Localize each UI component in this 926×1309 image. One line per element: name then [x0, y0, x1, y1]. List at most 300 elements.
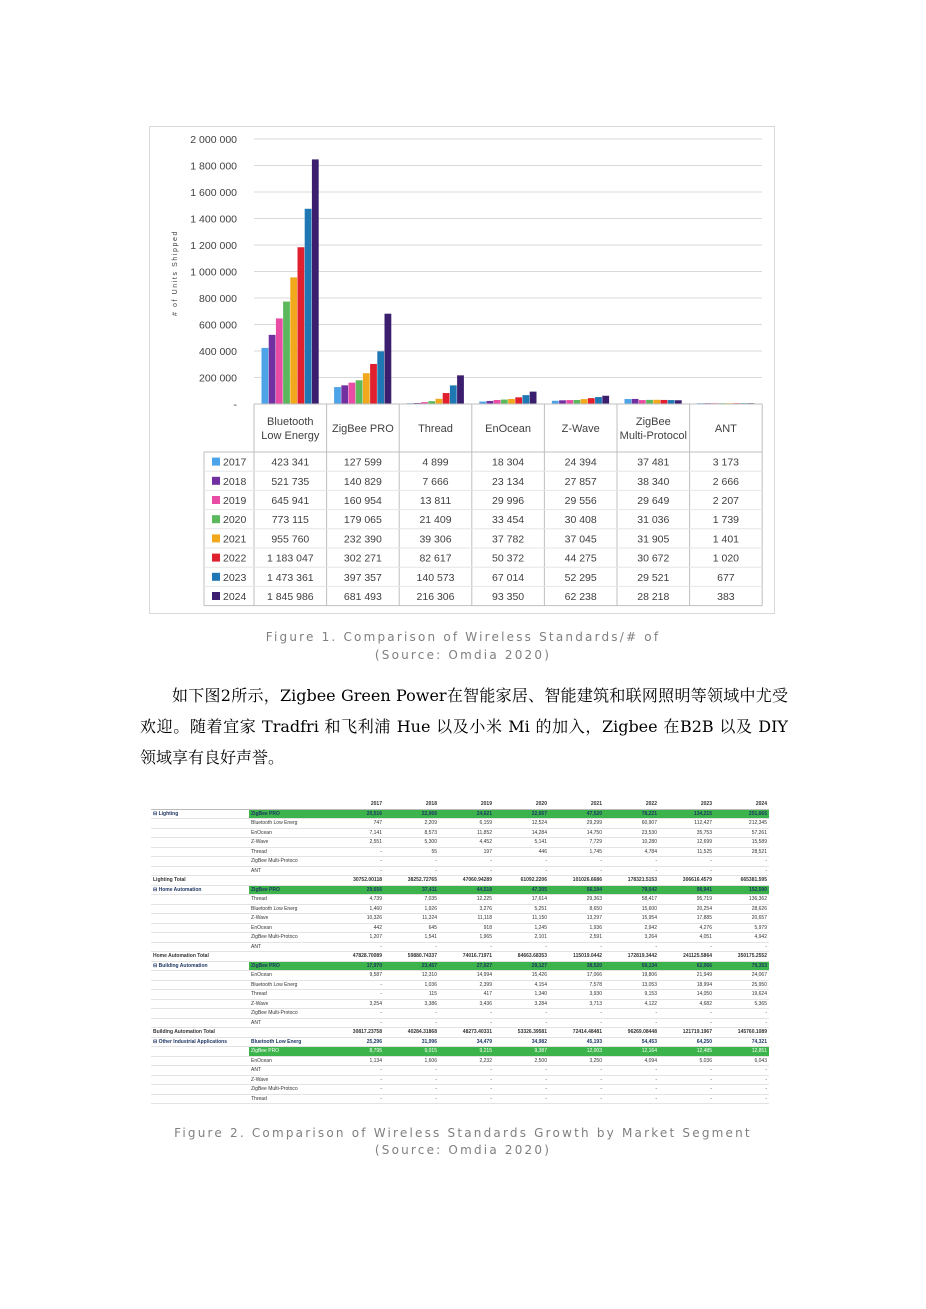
value-cell: 15,954: [604, 914, 659, 924]
value-cell: -: [384, 866, 439, 876]
value-cell: 84663.68353: [494, 952, 549, 962]
table-header-row: [151, 800, 769, 809]
data-cell: 29 556: [564, 495, 597, 507]
table-row: [151, 809, 769, 819]
standard-cell: EnOcean: [249, 923, 329, 933]
value-cell: 5,300: [384, 838, 439, 848]
value-cell: 1,745: [549, 847, 604, 857]
bar: [377, 351, 384, 404]
table-row: [151, 857, 769, 867]
standard-cell: ZigBee PRO: [249, 885, 329, 895]
value-cell: 40284.31868: [384, 1028, 439, 1038]
data-cell: 1 183 047: [266, 552, 314, 565]
standard-cell: EnOcean: [249, 828, 329, 838]
data-cell: 21 409: [419, 514, 452, 527]
value-cell: 1,606: [384, 1056, 439, 1066]
value-cell: 3,276: [439, 904, 494, 914]
value-cell: 44,518: [439, 885, 494, 895]
value-cell: 28,626: [714, 904, 769, 914]
value-cell: -: [549, 1018, 604, 1028]
header-cell: [249, 800, 329, 809]
value-cell: 645: [384, 923, 439, 933]
data-cell: 28 218: [637, 591, 670, 603]
data-cell: 18 304: [492, 456, 525, 469]
value-cell: -: [384, 1009, 439, 1019]
value-cell: 47,305: [494, 885, 549, 895]
value-cell: 5,365: [714, 999, 769, 1009]
standard-cell: Thread: [249, 895, 329, 905]
segment-cell: [151, 895, 249, 905]
standard-cell: ZigBee Multi-Protoco: [249, 1009, 329, 1019]
value-cell: 3,264: [604, 933, 659, 943]
value-cell: 56,194: [549, 885, 604, 895]
value-cell: 918: [439, 923, 494, 933]
category-label: ANT: [714, 423, 737, 435]
value-cell: 7,578: [549, 980, 604, 990]
value-cell: -: [384, 942, 439, 952]
bar: [675, 400, 682, 404]
value-cell: 4,122: [604, 999, 659, 1009]
table-row: [151, 952, 769, 962]
table-row: [151, 914, 769, 924]
value-cell: 47828.70089: [329, 952, 384, 962]
value-cell: 197: [439, 847, 494, 857]
bar: [588, 398, 595, 404]
bar: [305, 209, 312, 404]
series-label: 2017: [223, 456, 247, 469]
value-cell: 10,280: [604, 838, 659, 848]
value-cell: -: [604, 942, 659, 952]
segment-cell: [151, 933, 249, 943]
data-cell: 216 306: [416, 591, 455, 603]
value-cell: -: [384, 1075, 439, 1085]
data-cell: 773 115: [271, 514, 309, 527]
value-cell: 442: [329, 923, 384, 933]
value-cell: -: [384, 1018, 439, 1028]
series-label: 2022: [223, 552, 247, 565]
table-row: [151, 1018, 769, 1028]
standard-cell: ZigBee Multi-Protoco: [249, 933, 329, 943]
value-cell: -: [329, 866, 384, 876]
value-cell: 2,500: [494, 1056, 549, 1066]
bar: [646, 400, 653, 404]
value-cell: 29,299: [549, 819, 604, 829]
year-header-cell: 2018: [384, 800, 439, 809]
table-row: [151, 923, 769, 933]
bar: [283, 302, 290, 404]
data-cell: 37 481: [637, 456, 670, 469]
segment-cell: [151, 1056, 249, 1066]
value-cell: 18,994: [659, 980, 714, 990]
value-cell: 22,667: [494, 809, 549, 819]
value-cell: 22,066: [384, 809, 439, 819]
data-cell: 302 271: [343, 552, 382, 565]
value-cell: 15,600: [604, 904, 659, 914]
value-cell: 9,387: [494, 1047, 549, 1057]
value-cell: 1,207: [329, 933, 384, 943]
category-label: ZigBee PRO: [332, 423, 394, 435]
bar: [602, 396, 609, 404]
value-cell: 60,907: [604, 819, 659, 829]
value-cell: -: [384, 1094, 439, 1104]
value-cell: 13,297: [549, 914, 604, 924]
value-cell: 25,296: [329, 1037, 384, 1047]
value-cell: 3,386: [384, 999, 439, 1009]
y-tick-label: 1 000 000: [190, 266, 237, 279]
data-cell: 93 350: [492, 591, 525, 603]
value-cell: 1,541: [384, 933, 439, 943]
value-cell: -: [714, 1066, 769, 1076]
bar: [515, 397, 522, 404]
segment-cell: ⊟ Other Industrial Applications: [151, 1037, 249, 1047]
value-cell: 12,524: [494, 819, 549, 829]
value-cell: 23,457: [384, 961, 439, 971]
value-cell: 5,251: [494, 904, 549, 914]
bar: [262, 348, 269, 404]
value-cell: 20,254: [659, 904, 714, 914]
standard-cell: EnOcean: [249, 971, 329, 981]
value-cell: 172819.3442: [604, 952, 659, 962]
standard-cell: Z-Wave: [249, 1075, 329, 1085]
value-cell: 13,053: [604, 980, 659, 990]
bar: [574, 400, 581, 404]
series-label: 2020: [223, 514, 247, 527]
segment-cell: [151, 1047, 249, 1057]
value-cell: -: [439, 1018, 494, 1028]
series-label: 2018: [223, 475, 247, 488]
value-cell: 115: [384, 990, 439, 1000]
series-label: 2023: [223, 571, 247, 584]
y-tick-label: 1 800 000: [190, 160, 237, 173]
table-row: [151, 1094, 769, 1104]
year-header-cell: 2019: [439, 800, 494, 809]
value-cell: 3,250: [549, 1056, 604, 1066]
data-cell: 33 454: [492, 514, 525, 527]
data-cell: 50 372: [492, 552, 525, 565]
year-header-cell: 2023: [659, 800, 714, 809]
value-cell: 24,621: [439, 809, 494, 819]
data-cell: 37 045: [564, 533, 597, 546]
value-cell: -: [549, 1085, 604, 1095]
value-cell: 12,164: [604, 1047, 659, 1057]
table-row: [151, 1056, 769, 1066]
segment-cell: [151, 1094, 249, 1104]
value-cell: -: [604, 1018, 659, 1028]
bar: [595, 397, 602, 404]
value-cell: 12,851: [714, 1047, 769, 1057]
bar: [443, 393, 450, 404]
value-cell: 74016.71971: [439, 952, 494, 962]
value-cell: 6,043: [714, 1056, 769, 1066]
value-cell: -: [714, 942, 769, 952]
value-cell: 31,996: [384, 1037, 439, 1047]
segment-cell: [151, 847, 249, 857]
standard-cell: EnOcean: [249, 1056, 329, 1066]
value-cell: 20,657: [714, 914, 769, 924]
value-cell: 1,245: [494, 923, 549, 933]
standard-cell: [249, 1028, 329, 1038]
value-cell: 29,127: [494, 961, 549, 971]
bar: [457, 375, 464, 404]
value-cell: 79,042: [604, 885, 659, 895]
value-cell: -: [494, 1075, 549, 1085]
segment-cell: [151, 819, 249, 829]
data-cell: 24 394: [564, 456, 597, 469]
value-cell: 9,015: [384, 1047, 439, 1057]
value-cell: 665381.595: [714, 876, 769, 886]
year-header-cell: 2020: [494, 800, 549, 809]
segment-cell: [151, 914, 249, 924]
data-cell: 681 493: [343, 591, 382, 603]
value-cell: -: [714, 1075, 769, 1085]
standard-cell: ANT: [249, 1066, 329, 1076]
segment-cell: [151, 999, 249, 1009]
value-cell: 3,254: [329, 999, 384, 1009]
value-cell: 55: [384, 847, 439, 857]
value-cell: -: [494, 857, 549, 867]
value-cell: -: [329, 1085, 384, 1095]
value-cell: -: [604, 857, 659, 867]
value-cell: 79,353: [714, 961, 769, 971]
value-cell: -: [329, 1066, 384, 1076]
standard-cell: Bluetooth Low Energ: [249, 1037, 329, 1047]
value-cell: 62,066: [659, 961, 714, 971]
value-cell: 19,806: [604, 971, 659, 981]
segment-cell: ⊟ Building Automation: [151, 961, 249, 971]
standard-cell: ANT: [249, 942, 329, 952]
table-row: [151, 1075, 769, 1085]
value-cell: 9,153: [604, 990, 659, 1000]
value-cell: 11,324: [384, 914, 439, 924]
standard-cell: Thread: [249, 847, 329, 857]
value-cell: 134,215: [659, 809, 714, 819]
value-cell: -: [384, 1066, 439, 1076]
data-cell: 29 996: [492, 495, 525, 507]
value-cell: 2,209: [384, 819, 439, 829]
segment-cell: [151, 838, 249, 848]
legend-swatch: [212, 592, 220, 600]
value-cell: 136,362: [714, 895, 769, 905]
segment-growth-table: [151, 800, 769, 1104]
data-cell: 1 473 361: [266, 571, 314, 584]
data-cell: 31 905: [637, 533, 670, 546]
table-row: [151, 1047, 769, 1057]
standard-cell: ANT: [249, 866, 329, 876]
series-label: 2019: [223, 495, 247, 507]
table-row: [151, 876, 769, 886]
table-row: [151, 838, 769, 848]
value-cell: 112,427: [659, 819, 714, 829]
value-cell: -: [604, 866, 659, 876]
y-tick-label: 2 000 000: [190, 134, 237, 146]
figure1-chart: [149, 126, 775, 614]
value-cell: -: [604, 1094, 659, 1104]
value-cell: -: [439, 1075, 494, 1085]
table-row: [151, 1028, 769, 1038]
bar: [668, 400, 675, 404]
value-cell: 48273.40331: [439, 1028, 494, 1038]
data-cell: 37 782: [492, 533, 525, 546]
bar: [341, 385, 348, 404]
value-cell: -: [659, 1075, 714, 1085]
value-cell: 45,193: [549, 1037, 604, 1047]
segment-cell: Home Automation Total: [151, 952, 249, 962]
table-row: [151, 819, 769, 829]
value-cell: -: [384, 1085, 439, 1095]
data-cell: 2 666: [712, 475, 740, 488]
data-cell: 955 760: [271, 533, 310, 546]
data-cell: 7 666: [422, 475, 449, 488]
value-cell: -: [549, 1009, 604, 1019]
value-cell: 11,118: [439, 914, 494, 924]
category-label: EnOcean: [485, 423, 532, 435]
segment-cell: [151, 1018, 249, 1028]
data-cell: 232 390: [343, 533, 382, 546]
bar: [494, 400, 501, 404]
data-cell: 1 739: [712, 514, 740, 527]
value-cell: 306616.4579: [659, 876, 714, 886]
legend-swatch: [212, 477, 220, 485]
data-cell: 38 340: [637, 475, 670, 488]
value-cell: 59880.74337: [384, 952, 439, 962]
bar: [559, 400, 566, 404]
bar: [566, 400, 573, 404]
table-row: [151, 828, 769, 838]
value-cell: 1,926: [384, 904, 439, 914]
table-row: [151, 990, 769, 1000]
segment-cell: [151, 923, 249, 933]
segment-cell: [151, 866, 249, 876]
value-cell: 7,729: [549, 838, 604, 848]
value-cell: 19,624: [714, 990, 769, 1000]
data-cell: 521 735: [271, 475, 310, 488]
bar: [632, 399, 639, 404]
value-cell: -: [659, 1018, 714, 1028]
value-cell: -: [549, 1066, 604, 1076]
value-cell: 4,276: [659, 923, 714, 933]
value-cell: 38,520: [549, 961, 604, 971]
data-cell: 1 401: [712, 533, 740, 546]
value-cell: 2,591: [549, 933, 604, 943]
paragraph-text: 如下图2所示，Zigbee Green Power在智能家居、智能建筑和联网照明等领域中尤受欢迎。随着宜家 Tradfri 和飞利浦 Hue 以及小米 Mi 的加入，Zigbee 在B2B 以及 DIY 领域享有良好声誉。: [140, 686, 788, 767]
standard-cell: ZigBee PRO: [249, 961, 329, 971]
value-cell: 15,589: [714, 838, 769, 848]
value-cell: 8,650: [549, 904, 604, 914]
value-cell: 38252.72765: [384, 876, 439, 886]
value-cell: -: [329, 1009, 384, 1019]
data-cell: 4 899: [422, 456, 449, 469]
value-cell: 12,310: [384, 971, 439, 981]
standard-cell: ZigBee Multi-Protoco: [249, 1085, 329, 1095]
value-cell: 14,994: [439, 971, 494, 981]
legend-swatch: [212, 496, 220, 504]
standard-cell: Bluetooth Low Energ: [249, 819, 329, 829]
table-row: [151, 895, 769, 905]
standard-cell: Z-Wave: [249, 914, 329, 924]
standard-cell: Bluetooth Low Energ: [249, 904, 329, 914]
data-cell: 127 599: [343, 456, 382, 469]
bar-chart-with-data-table: [150, 127, 776, 615]
bar: [639, 400, 646, 404]
value-cell: 59,134: [604, 961, 659, 971]
data-cell: 2 207: [712, 495, 740, 507]
value-cell: 9,587: [329, 971, 384, 981]
standard-cell: Z-Wave: [249, 838, 329, 848]
data-cell: 383: [717, 591, 735, 603]
data-cell: 30 408: [564, 514, 597, 527]
data-cell: 140 829: [343, 475, 382, 488]
data-cell: 29 521: [637, 571, 670, 584]
year-header-cell: 2021: [549, 800, 604, 809]
value-cell: 17,614: [494, 895, 549, 905]
standard-cell: [249, 876, 329, 886]
value-cell: -: [659, 857, 714, 867]
legend-swatch: [212, 458, 220, 466]
data-cell: 44 275: [564, 552, 597, 565]
value-cell: 20,516: [329, 809, 384, 819]
bar: [508, 399, 515, 404]
segment-cell: [151, 1066, 249, 1076]
value-cell: -: [659, 1085, 714, 1095]
value-cell: -: [384, 857, 439, 867]
value-cell: -: [494, 866, 549, 876]
data-cell: 62 238: [564, 591, 597, 603]
header-cell: [151, 800, 249, 809]
segment-cell: [151, 1085, 249, 1095]
value-cell: -: [659, 942, 714, 952]
value-cell: -: [714, 1018, 769, 1028]
value-cell: 25,950: [714, 980, 769, 990]
value-cell: 96269.08448: [604, 1028, 659, 1038]
value-cell: -: [494, 942, 549, 952]
segment-cell: ⊟ Home Automation: [151, 885, 249, 895]
segment-cell: [151, 971, 249, 981]
value-cell: -: [329, 857, 384, 867]
value-cell: 8,795: [329, 1047, 384, 1057]
data-cell: 13 811: [419, 495, 452, 507]
value-cell: -: [494, 1009, 549, 1019]
bar: [298, 247, 305, 404]
data-cell: 23 134: [492, 475, 525, 488]
bar: [581, 399, 588, 404]
value-cell: 11,150: [494, 914, 549, 924]
value-cell: 35,753: [659, 828, 714, 838]
table-row: [151, 980, 769, 990]
bar: [269, 335, 276, 404]
standard-cell: ZigBee PRO: [249, 809, 329, 819]
segment-cell: [151, 942, 249, 952]
value-cell: 53326.39581: [494, 1028, 549, 1038]
value-cell: 47,520: [549, 809, 604, 819]
value-cell: -: [439, 1066, 494, 1076]
value-cell: -: [549, 857, 604, 867]
value-cell: 30817.23758: [329, 1028, 384, 1038]
value-cell: 12,003: [549, 1047, 604, 1057]
table-row: [151, 1037, 769, 1047]
bar: [334, 387, 341, 404]
value-cell: 12,699: [659, 838, 714, 848]
y-tick-label: 1 400 000: [190, 213, 237, 226]
value-cell: 6,159: [439, 819, 494, 829]
standard-cell: ZigBee Multi-Protoco: [249, 857, 329, 867]
value-cell: 27,027: [439, 961, 494, 971]
figure2-caption-line2: (Source: Omdia 2020): [374, 1143, 552, 1157]
value-cell: 12,225: [439, 895, 494, 905]
value-cell: -: [714, 1094, 769, 1104]
value-cell: -: [329, 1075, 384, 1085]
value-cell: 1,036: [384, 980, 439, 990]
value-cell: 4,739: [329, 895, 384, 905]
